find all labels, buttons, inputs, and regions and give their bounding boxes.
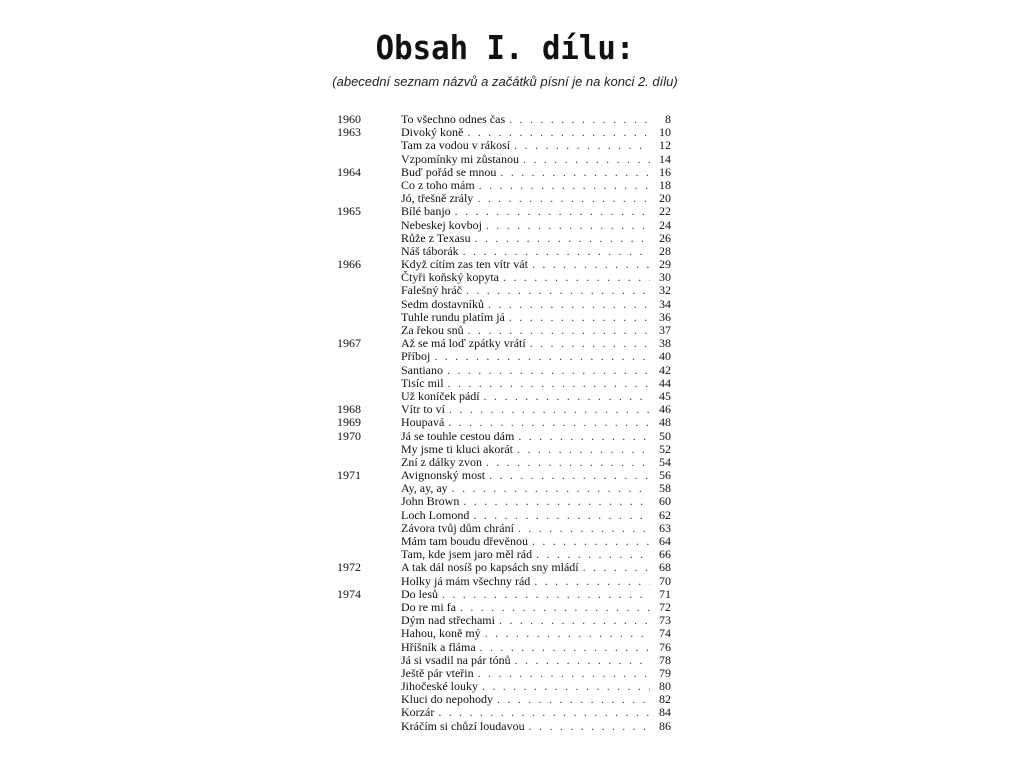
toc-song-title: A tak dál nosíš po kapsách sny mládí — [401, 561, 583, 574]
toc-leader-dots — [485, 627, 650, 640]
toc-song-title: Příboj — [401, 350, 434, 363]
toc-leader-dots — [455, 205, 650, 218]
toc-entry — [401, 337, 671, 350]
toc-song-title: Vzpomínky mi zůstanou — [401, 153, 523, 166]
toc-year: 1968 — [337, 402, 361, 417]
toc-row — [335, 720, 675, 733]
toc-row — [335, 403, 675, 416]
toc-page-number: 36 — [659, 309, 671, 324]
toc-row — [335, 430, 675, 443]
toc-entry — [401, 298, 671, 311]
toc-row — [335, 706, 675, 719]
toc-song-title: Do lesů — [401, 588, 442, 601]
toc-song-title: Houpavá — [401, 416, 448, 429]
toc-entry — [401, 654, 671, 667]
toc-song-title: Ještě pár vteřin — [401, 667, 478, 680]
toc-song-title: Vítr to ví — [401, 403, 449, 416]
toc-song-title: Holky já mám všechny rád — [401, 575, 534, 588]
toc-row — [335, 337, 675, 350]
toc-row — [335, 219, 675, 232]
toc-song-title: Sedm dostavníků — [401, 298, 488, 311]
toc-row — [335, 641, 675, 654]
toc-row — [335, 575, 675, 588]
toc-page-number: 44 — [659, 375, 671, 390]
toc-leader-dots — [489, 469, 650, 482]
toc-row — [335, 416, 675, 429]
toc-song-title: Korzár — [401, 706, 438, 719]
toc-page-number: 34 — [659, 296, 671, 311]
toc-leader-dots — [497, 693, 650, 706]
toc-page-number: 66 — [659, 547, 671, 562]
toc-page-number: 62 — [659, 507, 671, 522]
toc-entry — [401, 139, 671, 152]
toc-page-number: 84 — [659, 705, 671, 720]
toc-song-title: Bílé banjo — [401, 205, 455, 218]
toc-year: 1967 — [337, 336, 361, 351]
toc-song-title: Loch Lomond — [401, 509, 473, 522]
toc-song-title: John Brown — [401, 495, 463, 508]
toc-row — [335, 311, 675, 324]
toc-leader-dots — [500, 166, 650, 179]
toc-song-title: Jihočeské louky — [401, 680, 482, 693]
toc-song-title: Kluci do nepohody — [401, 693, 497, 706]
toc-leader-dots — [449, 403, 650, 416]
toc-song-title: Hříšník a fláma — [401, 641, 480, 654]
toc-row — [335, 667, 675, 680]
toc-row — [335, 654, 675, 667]
toc-page-number: 58 — [659, 481, 671, 496]
toc-entry — [401, 641, 671, 654]
toc-page-number: 46 — [659, 402, 671, 417]
toc-page-number: 70 — [659, 573, 671, 588]
toc-page-number: 64 — [659, 534, 671, 548]
toc-song-title: Tam za vodou v rákosí — [401, 139, 514, 152]
toc-year: 1969 — [337, 415, 361, 430]
toc-leader-dots — [517, 443, 650, 456]
toc-row — [335, 509, 675, 522]
toc-page-number: 20 — [659, 191, 671, 206]
toc-entry — [401, 588, 671, 601]
toc-page-number: 48 — [659, 415, 671, 430]
toc-leader-dots — [530, 337, 650, 350]
toc-leader-dots — [583, 561, 650, 574]
toc-song-title: Když cítím zas ten vítr vát — [401, 258, 532, 271]
toc-year: 1971 — [337, 468, 361, 483]
toc-song-title: Já se touhle cestou dám — [401, 430, 518, 443]
toc-entry — [401, 561, 671, 574]
toc-entry — [401, 495, 671, 508]
toc-row — [335, 205, 675, 218]
toc-song-title: Nebeskej kovboj — [401, 219, 486, 232]
toc-leader-dots — [499, 614, 650, 627]
toc-page-number: 68 — [659, 560, 671, 575]
toc-song-title: Za řekou snů — [401, 324, 468, 337]
toc-song-title: Už koníček pádí — [401, 390, 484, 403]
toc-leader-dots — [448, 416, 650, 429]
toc-leader-dots — [532, 535, 650, 548]
toc-leader-dots — [529, 720, 650, 733]
toc-leader-dots — [448, 377, 650, 390]
toc-page-number: 22 — [659, 204, 671, 219]
toc-entry — [401, 232, 671, 245]
toc-row — [335, 469, 675, 482]
toc-row — [335, 495, 675, 508]
toc-page-number: 71 — [659, 586, 671, 601]
toc-page-number: 28 — [659, 243, 671, 258]
toc-song-title: Až se má loď zpátky vrátí — [401, 337, 530, 350]
toc-entry — [401, 720, 671, 733]
toc-leader-dots — [518, 430, 650, 443]
toc-entry — [401, 166, 671, 179]
toc-page-number: 73 — [659, 613, 671, 628]
toc-leader-dots — [518, 522, 650, 535]
toc-row — [335, 390, 675, 403]
toc-page-number: 78 — [659, 652, 671, 667]
toc-row — [335, 377, 675, 390]
toc-page-number: 8 — [665, 112, 671, 126]
toc-leader-dots — [478, 667, 650, 680]
toc-song-title: Tisíc mil — [401, 377, 448, 390]
toc-year: 1974 — [337, 586, 361, 601]
toc-page-number: 18 — [659, 177, 671, 192]
toc-song-title: Náš táborák — [401, 245, 463, 258]
toc-leader-dots — [534, 575, 650, 588]
toc-row — [335, 601, 675, 614]
toc-page-number: 38 — [659, 336, 671, 351]
toc-leader-dots — [452, 482, 650, 495]
toc-entry — [401, 627, 671, 640]
toc-page-number: 60 — [659, 494, 671, 509]
toc-row — [335, 298, 675, 311]
toc-leader-dots — [503, 271, 650, 284]
toc-year: 1960 — [337, 112, 361, 126]
toc-page-number: 32 — [659, 283, 671, 298]
toc-song-title: Závora tvůj dům chrání — [401, 522, 518, 535]
toc-row — [335, 166, 675, 179]
toc-entry — [401, 377, 671, 390]
toc-row — [335, 284, 675, 297]
toc-row — [335, 456, 675, 469]
toc-song-title: Růže z Texasu — [401, 232, 475, 245]
toc-year: 1963 — [337, 125, 361, 140]
toc-row — [335, 443, 675, 456]
toc-song-title: Kráčím si chůzí loudavou — [401, 720, 529, 733]
toc-leader-dots — [486, 219, 650, 232]
toc-entry — [401, 693, 671, 706]
toc-song-title: Jó, třešně zrály — [401, 192, 477, 205]
toc-entry — [401, 706, 671, 719]
toc-leader-dots — [523, 153, 650, 166]
toc-row — [335, 350, 675, 363]
toc-leader-dots — [484, 390, 650, 403]
toc-leader-dots — [509, 113, 650, 126]
toc-row — [335, 139, 675, 152]
toc-leader-dots — [473, 509, 650, 522]
toc-song-title: Co z toho mám — [401, 179, 479, 192]
toc-leader-dots — [475, 232, 650, 245]
toc-leader-dots — [434, 350, 650, 363]
toc-leader-dots — [509, 311, 650, 324]
toc-entry — [401, 364, 671, 377]
toc-row — [335, 113, 675, 126]
toc-song-title: Do re mi fa — [401, 601, 460, 614]
toc-page-number: 24 — [659, 217, 671, 232]
toc-song-title: Hahou, koně mý — [401, 627, 485, 640]
toc-row — [335, 192, 675, 205]
toc-page-number: 45 — [659, 388, 671, 403]
toc-year: 1970 — [337, 428, 361, 443]
toc-page-number: 10 — [659, 125, 671, 140]
toc-page-number: 72 — [659, 599, 671, 614]
toc-leader-dots — [488, 298, 650, 311]
toc-entry — [401, 350, 671, 363]
toc-leader-dots — [532, 258, 650, 271]
toc-page-number: 79 — [659, 665, 671, 680]
toc-page-number: 12 — [659, 138, 671, 153]
toc-entry — [401, 430, 671, 443]
toc-page-number: 63 — [659, 520, 671, 535]
toc-entry — [401, 416, 671, 429]
toc-row — [335, 627, 675, 640]
toc-page-number: 56 — [659, 468, 671, 483]
toc-song-title: Dým nad střechami — [401, 614, 499, 627]
toc-entry — [401, 509, 671, 522]
toc-leader-dots — [486, 456, 650, 469]
toc-song-title: Santiano — [401, 364, 447, 377]
toc-song-title: Ay, ay, ay — [401, 482, 452, 495]
toc-page-number: 80 — [659, 679, 671, 694]
toc-page-number: 37 — [659, 323, 671, 337]
toc-page-number: 16 — [659, 164, 671, 179]
toc-leader-dots — [477, 192, 650, 205]
toc-song-title: Já si vsadil na pár tónů — [401, 654, 515, 667]
page-subtitle: (abecední seznam názvů a začátků písní je na konci 2. dílu) — [332, 74, 678, 89]
toc-entry — [401, 153, 671, 166]
toc-row — [335, 271, 675, 284]
toc-page-number: 76 — [659, 639, 671, 654]
toc-page-number: 74 — [659, 626, 671, 641]
toc-page-number: 40 — [659, 349, 671, 364]
toc-leader-dots — [480, 641, 650, 654]
toc-row — [335, 482, 675, 495]
toc-page-number: 54 — [659, 454, 671, 469]
toc-page-number: 14 — [659, 151, 671, 166]
toc-song-title: Tuhle rundu platím já — [401, 311, 509, 324]
toc-page-number: 82 — [659, 692, 671, 707]
toc-leader-dots — [479, 179, 650, 192]
toc-song-title: To všechno odnes čas — [401, 113, 509, 126]
toc-leader-dots — [466, 284, 650, 297]
toc-entry — [401, 575, 671, 588]
toc-song-title: Mám tam boudu dřevěnou — [401, 535, 532, 548]
toc-row — [335, 364, 675, 377]
toc-song-title: My jsme ti kluci akorát — [401, 443, 517, 456]
toc-page-number: 26 — [659, 230, 671, 245]
toc-row — [335, 588, 675, 601]
toc-row — [335, 680, 675, 693]
toc-entry — [401, 205, 671, 218]
toc-row — [335, 153, 675, 166]
toc-leader-dots — [447, 364, 650, 377]
toc-page-number: 42 — [659, 362, 671, 377]
toc-row — [335, 179, 675, 192]
toc-entry — [401, 443, 671, 456]
toc-page-number: 30 — [659, 270, 671, 285]
toc-row — [335, 614, 675, 627]
toc-entry — [401, 284, 671, 297]
table-of-contents — [335, 113, 675, 733]
toc-year: 1966 — [337, 257, 361, 272]
toc-year: 1965 — [337, 204, 361, 219]
toc-year: 1972 — [337, 560, 361, 575]
toc-row — [335, 561, 675, 574]
toc-entry — [401, 219, 671, 232]
toc-leader-dots — [442, 588, 650, 601]
toc-row — [335, 693, 675, 706]
toc-row — [335, 232, 675, 245]
toc-leader-dots — [515, 654, 650, 667]
toc-leader-dots — [482, 680, 650, 693]
toc-song-title: Zní z dálky zvon — [401, 456, 486, 469]
toc-leader-dots — [438, 706, 650, 719]
toc-leader-dots — [463, 495, 650, 508]
toc-page-number: 29 — [659, 257, 671, 272]
toc-song-title: Čtyři koňský kopyta — [401, 271, 503, 284]
toc-page-number: 52 — [659, 441, 671, 456]
toc-song-title: Divoký koně — [401, 126, 467, 139]
toc-leader-dots — [514, 139, 650, 152]
toc-page-number: 86 — [659, 718, 671, 733]
toc-song-title: Tam, kde jsem jaro měl rád — [401, 548, 536, 561]
toc-page-number: 50 — [659, 428, 671, 443]
toc-song-title: Avignonský most — [401, 469, 489, 482]
page-title: Obsah I. dílu: — [375, 28, 635, 67]
toc-year: 1964 — [337, 164, 361, 179]
toc-song-title: Buď pořád se mnou — [401, 166, 500, 179]
toc-song-title: Falešný hráč — [401, 284, 466, 297]
toc-row — [335, 258, 675, 271]
